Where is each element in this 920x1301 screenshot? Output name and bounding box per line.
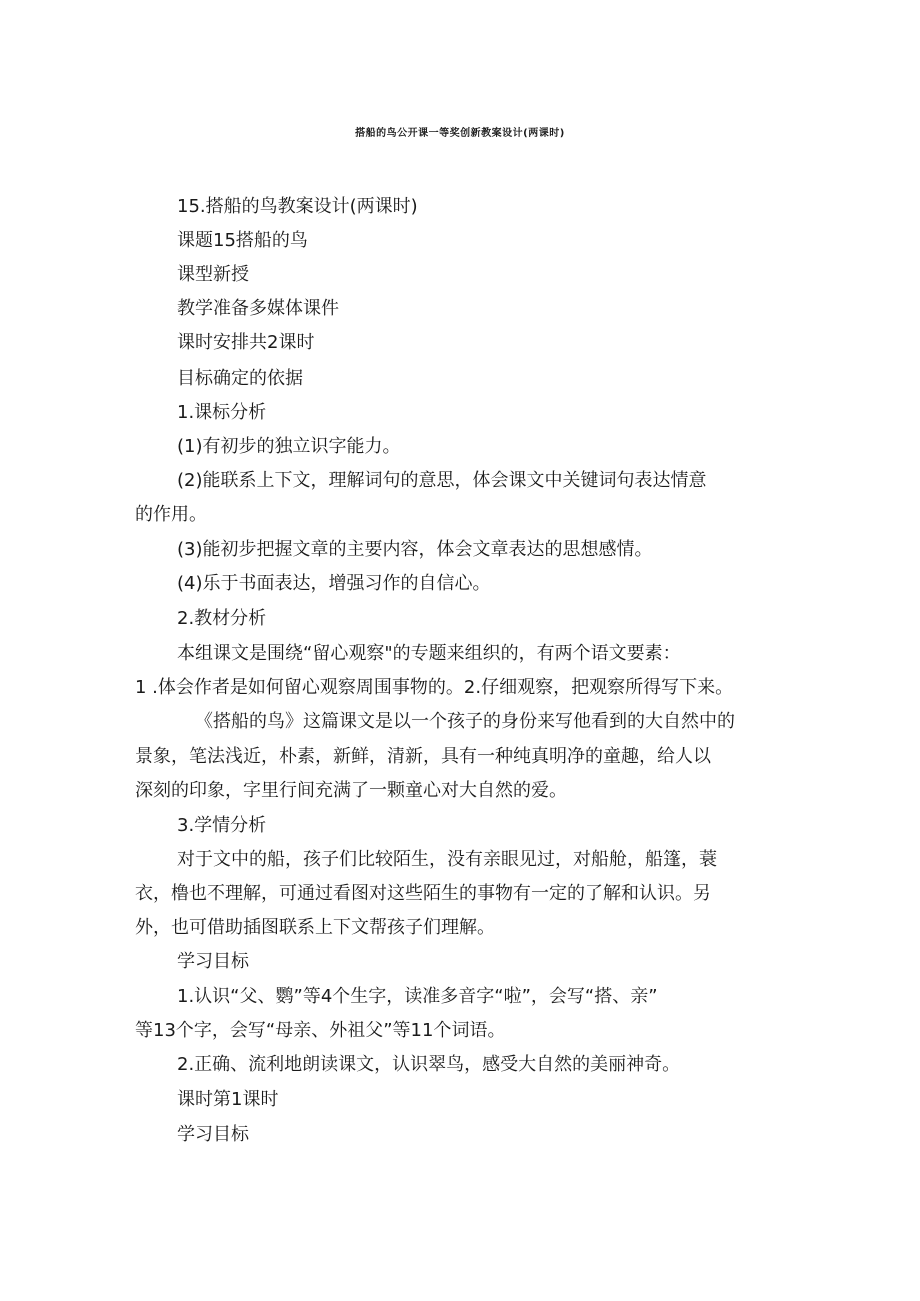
text-line: 对于文中的船，孩子们比较陌生，没有亲眼见过，对船舱，船篷，蓑 xyxy=(177,849,717,870)
text-line: 课时安排共2课时 xyxy=(177,332,315,353)
text-line: (3)能初步把握文章的主要内容，体会文章表达的思想感情。 xyxy=(177,539,653,560)
text-line: 深刻的印象，字里行间充满了一颗童心对大自然的爱。 xyxy=(135,780,567,801)
text-line: 课型新授 xyxy=(177,264,249,285)
text-line: 2.正确、流利地朗读课文，认识翠鸟，感受大自然的美丽神奇。 xyxy=(177,1054,681,1075)
text-line: 目标确定的依据 xyxy=(177,368,303,389)
text-line: 教学准备多媒体课件 xyxy=(177,298,339,319)
text-line: 1 .体会作者是如何留心观察周围事物的。2.仔细观察，把观察所得写下来。 xyxy=(135,677,734,698)
text-line: 课题15搭船的鸟 xyxy=(177,230,308,251)
text-line: 等13个字，会写“母亲、外祖父”等11个词语。 xyxy=(135,1020,506,1041)
text-line: 课时第1课时 xyxy=(177,1089,279,1110)
text-line: 学习目标 xyxy=(177,1124,249,1145)
text-line: 1.认识“父、鹦”等4个生字，读准多音字“啦”，会写“搭、亲” xyxy=(177,986,658,1007)
document-title: 搭船的鸟公开课一等奖创新教案设计(两课时) xyxy=(355,128,565,139)
text-line: 1.课标分析 xyxy=(177,402,267,423)
text-line: 2.教材分析 xyxy=(177,608,267,629)
text-line: 景象，笔法浅近，朴素，新鲜，清新，具有一种纯真明净的童趣，给人以 xyxy=(135,746,711,767)
text-line: 外，也可借助插图联系上下文帮孩子们理解。 xyxy=(135,917,495,938)
text-line: (1)有初步的独立识字能力。 xyxy=(177,436,401,457)
text-line: 15.搭船的鸟教案设计(两课时) xyxy=(177,196,418,217)
text-line: (2)能联系上下文，理解词句的意思，体会课文中关键词句表达情意 xyxy=(177,470,707,491)
text-line: 本组课文是围绕“留心观察"的专题来组织的，有两个语文要素： xyxy=(177,643,681,664)
text-line: (4)乐于书面表达，增强习作的自信心。 xyxy=(177,573,491,594)
text-line: 3.学情分析 xyxy=(177,815,267,836)
text-line: 学习目标 xyxy=(177,951,249,972)
text-line: 的作用。 xyxy=(135,504,207,525)
text-line: 《搭船的鸟》这篇课文是以一个孩子的身份来写他看到的大自然中的 xyxy=(195,711,735,732)
text-line: 衣，橹也不理解，可通过看图对这些陌生的事物有一定的了解和认识。另 xyxy=(135,883,711,904)
